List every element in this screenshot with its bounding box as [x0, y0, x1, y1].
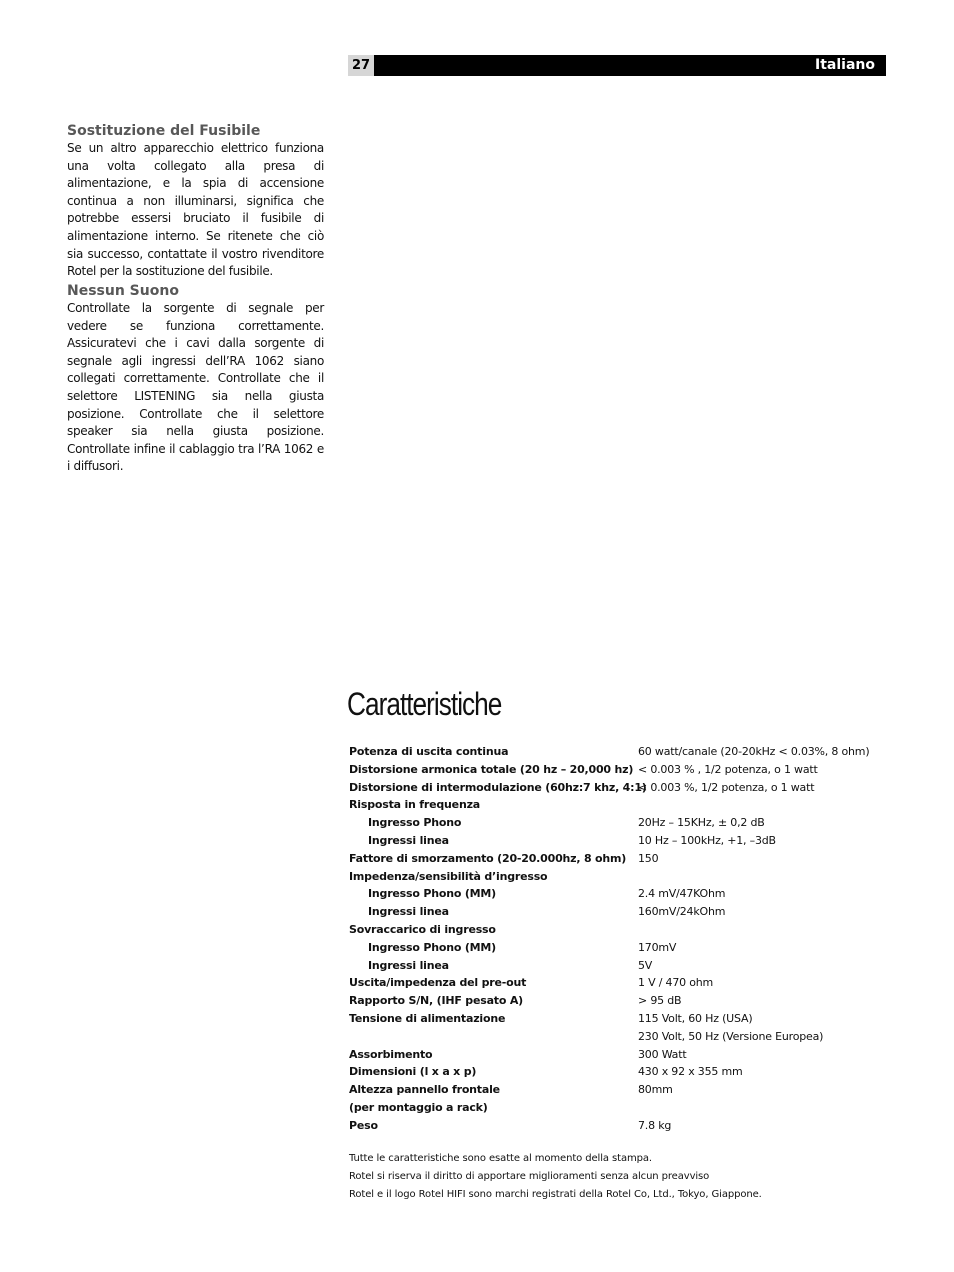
spec-label: Fattore di smorzamento (20-20.000hz, 8 ohm): [349, 851, 627, 865]
spec-label: Altezza pannello frontale: [349, 1083, 500, 1097]
spec-row: [349, 1010, 889, 1028]
specs-table: [349, 743, 889, 1135]
spec-value: 10 Hz – 100kHz, +1, –3dB: [638, 833, 776, 847]
spec-label: (per montaggio a rack): [349, 1100, 488, 1114]
spec-label: Dimensioni (l x a x p): [349, 1065, 477, 1079]
note-line: Rotel si riserva il diritto di apportare miglioramenti senza alcun preavviso: [349, 1171, 710, 1182]
spec-row: [349, 796, 889, 814]
spec-value: 300 Watt: [638, 1047, 687, 1061]
spec-label: Ingressi linea: [368, 958, 449, 972]
spec-value: 170mV: [638, 940, 677, 954]
spec-label: Impedenza/sensibilità d’ingresso: [349, 869, 548, 883]
spec-label: Ingressi linea: [368, 833, 449, 847]
section-body: Controllate la sorgente di segnale per vedere se funziona correttamente. Assicuratevi che i cavi dalla sorgente di segnale agli ingressi dell’RA 1062 siano collegati correttamente. Controllate che il selettore LISTENING sia nella giusta posizione. Controllate che il selettore speaker sia nella giusta posizione. Controllate infine il cablaggio tra l’RA 1062 e i diffusori.: [67, 301, 324, 474]
page-number: 27: [348, 55, 374, 76]
spec-row: [349, 1117, 889, 1135]
spec-label: Ingresso Phono (MM): [368, 887, 496, 901]
spec-value: 5V: [638, 958, 653, 972]
spec-label: Tensione di alimentazione: [349, 1011, 506, 1025]
spec-label: Ingresso Phono (MM): [368, 940, 496, 954]
section-title: Sostituzione del Fusibile: [67, 123, 261, 139]
spec-value: < 0.003 %, 1/2 potenza, o 1 watt: [638, 780, 815, 794]
spec-row: [349, 832, 889, 850]
section-title: Nessun Suono: [67, 283, 179, 299]
spec-row: [349, 885, 889, 903]
specs-title: Caratteristiche: [347, 686, 502, 722]
spec-row: [349, 743, 889, 761]
spec-value: 7.8 kg: [638, 1118, 672, 1132]
spec-value: 80mm: [638, 1083, 673, 1097]
spec-label: Uscita/impedenza del pre-out: [349, 976, 527, 990]
spec-row: [349, 814, 889, 832]
spec-value: 430 x 92 x 355 mm: [638, 1065, 743, 1079]
spec-value: > 95 dB: [638, 994, 682, 1008]
spec-row: [349, 1099, 889, 1117]
spec-row: [349, 868, 889, 886]
spec-row: [349, 1063, 889, 1081]
section-body: Se un altro apparecchio elettrico funziona una volta collegato alla presa di alimentazione, e la spia di accensione continua a non illuminarsi, significa che potrebbe essersi bruciato il fusibile di alimentazione interno. Se ritenete che ciò sia successo, contattate il vostro rivenditore Rotel per la sostituzione del fusibile.: [67, 141, 324, 279]
spec-row: [349, 1028, 889, 1046]
spec-row: [349, 1046, 889, 1064]
spec-value: 1 V / 470 ohm: [638, 976, 714, 990]
spec-row: [349, 903, 889, 921]
spec-value: 115 Volt, 60 Hz (USA): [638, 1011, 753, 1025]
spec-row: [349, 850, 889, 868]
spec-row: [349, 957, 889, 975]
spec-label: Distorsione di intermodulazione (60hz:7 khz, 4:1): [349, 780, 647, 794]
language-label: Italiano: [815, 57, 875, 73]
spec-label: Sovraccarico di ingresso: [349, 922, 496, 936]
spec-row: [349, 779, 889, 797]
spec-row: [349, 921, 889, 939]
spec-label: Ingressi linea: [368, 905, 449, 919]
spec-value: 20Hz – 15KHz, ± 0,2 dB: [638, 816, 765, 830]
section-fuse: [67, 122, 324, 281]
spec-label: Risposta in frequenza: [349, 798, 481, 812]
section-no-sound: [67, 282, 324, 476]
spec-row: [349, 974, 889, 992]
note-line: Rotel e il logo Rotel HIFI sono marchi registrati della Rotel Co, Ltd., Tokyo, Giappone.: [349, 1189, 762, 1200]
spec-label: Assorbimento: [349, 1047, 433, 1061]
spec-label: Peso: [349, 1118, 378, 1132]
spec-label: Ingresso Phono: [368, 816, 462, 830]
spec-label: Distorsione armonica totale (20 hz – 20,000 hz): [349, 762, 634, 776]
spec-value: 2.4 mV/47KOhm: [638, 887, 726, 901]
spec-value: 150: [638, 851, 659, 865]
spec-value: 230 Volt, 50 Hz (Versione Europea): [638, 1029, 824, 1043]
spec-label: Rapporto S/N, (IHF pesato A): [349, 994, 523, 1008]
spec-row: [349, 1081, 889, 1099]
spec-row: [349, 992, 889, 1010]
spec-value: 160mV/24kOhm: [638, 905, 726, 919]
spec-value: < 0.003 % , 1/2 potenza, o 1 watt: [638, 762, 818, 776]
spec-row: [349, 761, 889, 779]
page-header-bar: [348, 55, 886, 76]
spec-row: [349, 939, 889, 957]
spec-value: 60 watt/canale (20-20kHz < 0.03%, 8 ohm): [638, 745, 870, 758]
specs-notes: [349, 1150, 762, 1204]
note-line: Tutte le caratteristiche sono esatte al momento della stampa.: [349, 1153, 652, 1164]
spec-label: Potenza di uscita continua: [349, 745, 509, 758]
